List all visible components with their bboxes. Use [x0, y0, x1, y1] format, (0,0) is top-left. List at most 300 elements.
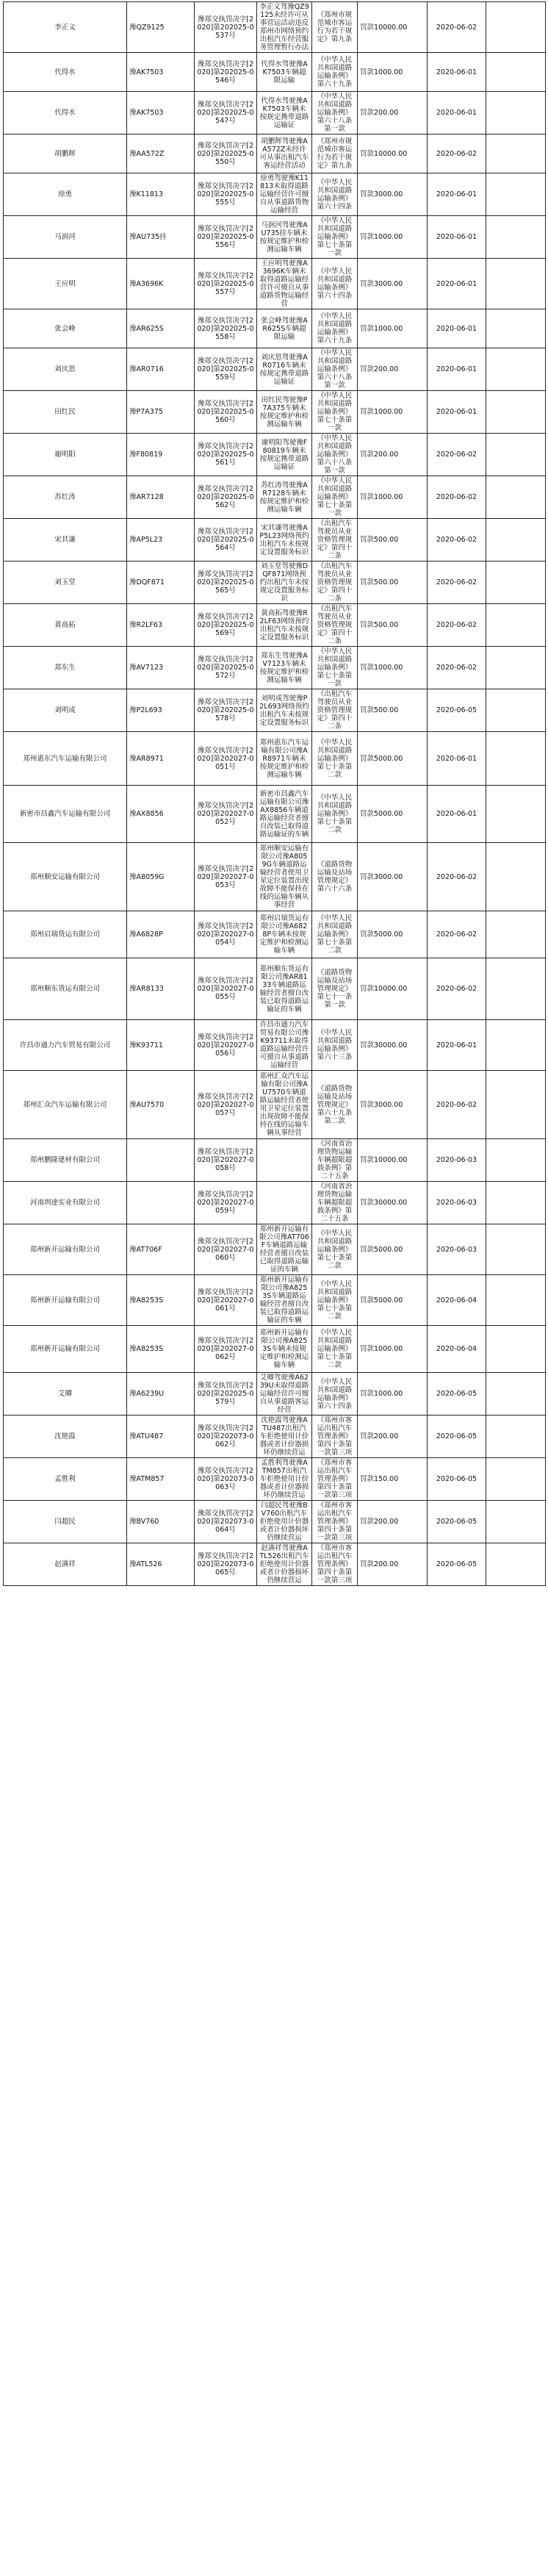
cell-plate	[127, 1182, 195, 1224]
cell-date: 2020-06-02	[428, 519, 486, 562]
cell-plate: 豫AK7503	[127, 53, 195, 92]
cell-doc: 豫郑交执罚决字[2020]第202027-0057号	[195, 1071, 257, 1139]
cell-doc: 豫郑交执罚决字[2020]第202027-0052号	[195, 786, 257, 843]
cell-law: 《中华人民共和国道路运输条例》第七十条第一款	[312, 216, 358, 259]
cell-fact: 郑州惠东汽车运输有限公司豫AR8971车辆未按规定维护和检测运输车辆	[257, 732, 312, 786]
cell-doc: 豫郑交执罚决字[2020]第202025-0565号	[195, 562, 257, 604]
cell-fact: 郑州顺东货运有限公司豫AR8133车辆道路运输经营者擅自改装已取得道路运输证的车辆	[257, 958, 312, 1020]
cell-penalty: 罚款500.00	[358, 604, 428, 647]
cell-doc: 豫郑交执罚决字[2020]第202027-0058号	[195, 1139, 257, 1182]
cell-doc: 豫郑交执罚决字[2020]第202025-0561号	[195, 434, 257, 476]
cell-blank	[486, 2, 546, 53]
cell-penalty: 罚款10000.00	[358, 958, 428, 1020]
cell-name: 宋其谦	[4, 519, 127, 562]
cell-penalty: 罚款500.00	[358, 519, 428, 562]
cell-name: 刘庆思	[4, 348, 127, 391]
cell-blank	[486, 1326, 546, 1373]
cell-fact: 刘明成驾驶豫P2L693网络预约出租汽车未按规定设置服务标识	[257, 689, 312, 732]
cell-fact: 黄高拓驾驶豫R2LF63网络预约出租汽车未按规定设置服务标识	[257, 604, 312, 647]
table-row	[4, 843, 546, 911]
cell-doc: 豫郑交执罚决字[2020]第202073-0063号	[195, 1458, 257, 1501]
cell-law: 《中华人民共和国道路运输条例》第六十八条第一款	[312, 348, 358, 391]
cell-date: 2020-06-01	[428, 348, 486, 391]
cell-doc: 豫郑交执罚决字[2020]第202027-0060号	[195, 1224, 257, 1275]
cell-fact: 郑州启瑞货运有限公司豫A6828P车辆未按规定维护和检测运输车辆	[257, 911, 312, 958]
cell-law: 《出租汽车驾驶员从业资格管理规定》第四十二条	[312, 604, 358, 647]
cell-law: 《中华人民共和国道路运输条例》第七十条第二款	[312, 1224, 358, 1275]
cell-fact: 李正义驾豫QZ9125未经许可从事营运活动违反郑州市网络预约出租汽车经营服务管理暂行办法	[257, 2, 312, 53]
cell-plate: 豫AR8971	[127, 732, 195, 786]
cell-law: 《出租汽车驾驶员从业资格管理规定》第四十二条	[312, 689, 358, 732]
cell-penalty: 罚款1000.00	[358, 216, 428, 259]
cell-doc: 豫郑交执罚决字[2020]第202025-0572号	[195, 647, 257, 689]
cell-blank	[486, 786, 546, 843]
cell-name: 代得水	[4, 53, 127, 92]
cell-name: 郑州新开运输有限公司	[4, 1224, 127, 1275]
cell-law: 《郑州市客运出租汽车管理条例》第四十条第一款第三项	[312, 1458, 358, 1501]
cell-penalty: 罚款1000.00	[358, 391, 428, 434]
cell-name: 郑州顺安运输有限公司	[4, 843, 127, 911]
cell-name: 谢明阳	[4, 434, 127, 476]
table-row	[4, 647, 546, 689]
cell-date: 2020-06-02	[428, 958, 486, 1020]
cell-law: 《道路货物运输及站场管理规定》第六十六条	[312, 843, 358, 911]
cell-plate: 豫A6239U	[127, 1373, 195, 1416]
cell-doc: 豫郑交执罚决字[2020]第202025-0556号	[195, 216, 257, 259]
cell-penalty: 罚款30000.00	[358, 1182, 428, 1224]
cell-penalty: 罚款5000.00	[358, 1275, 428, 1326]
cell-fact: 刘庆思驾驶豫AR0716车辆未按规定携带道路运输证	[257, 348, 312, 391]
cell-penalty: 罚款1000.00	[358, 53, 428, 92]
cell-plate	[127, 1139, 195, 1182]
cell-doc: 豫郑交执罚决字[2020]第202025-0559号	[195, 348, 257, 391]
cell-plate: 豫A8253S	[127, 1326, 195, 1373]
cell-blank	[486, 843, 546, 911]
cell-fact: 郑州新开运输有限公司豫A8253S车辆道路运输经营者擅自改装已取得道路运输证的车辆	[257, 1275, 312, 1326]
cell-date: 2020-06-05	[428, 1373, 486, 1416]
cell-law: 《出租汽车驾驶员从业资格管理规定》第四十二条	[312, 562, 358, 604]
cell-blank	[486, 1501, 546, 1543]
cell-fact	[257, 1139, 312, 1182]
cell-penalty: 罚款200.00	[358, 92, 428, 134]
cell-blank	[486, 647, 546, 689]
cell-doc: 豫郑交执罚决字[2020]第202025-0558号	[195, 309, 257, 348]
cell-blank	[486, 911, 546, 958]
table-row	[4, 348, 546, 391]
cell-doc: 豫郑交执罚决字[2020]第202025-0569号	[195, 604, 257, 647]
table-row	[4, 958, 546, 1020]
cell-law: 《中华人民共和国道路运输条例》第七十条第二款	[312, 911, 358, 958]
cell-plate: 豫AU735挂	[127, 216, 195, 259]
cell-name: 李正义	[4, 2, 127, 53]
table-row	[4, 1326, 546, 1373]
cell-law: 《中华人民共和国道路运输条例》第七十条第一款	[312, 391, 358, 434]
cell-penalty: 罚款5000.00	[358, 732, 428, 786]
cell-date: 2020-06-01	[428, 259, 486, 309]
cell-doc: 豫郑交执罚决字[2020]第202027-0055号	[195, 958, 257, 1020]
cell-plate: 豫ATU487	[127, 1416, 195, 1458]
cell-law: 《中华人民共和国道路运输条例》第六十九条	[312, 53, 358, 92]
cell-blank	[486, 519, 546, 562]
cell-doc: 豫郑交执罚决字[2020]第202073-0062号	[195, 1416, 257, 1458]
cell-penalty: 罚款1000.00	[358, 309, 428, 348]
cell-doc: 豫郑交执罚决字[2020]第202027-0051号	[195, 732, 257, 786]
cell-penalty: 罚款5000.00	[358, 1224, 428, 1275]
cell-penalty: 罚款5000.00	[358, 911, 428, 958]
cell-fact: 王应明驾驶豫A3696K车辆未取得道路运输经营许可擅自从事道路货物运输经营	[257, 259, 312, 309]
cell-fact: 艾卿驾驶豫A6239U未取得道路运输经营许可擅自从事道路客运经营	[257, 1373, 312, 1416]
cell-law: 《郑州市客运出租汽车管理条例》第四十条第一款第三项	[312, 1416, 358, 1458]
cell-plate: 豫F80819	[127, 434, 195, 476]
cell-date: 2020-06-03	[428, 1182, 486, 1224]
cell-plate: 豫ATL526	[127, 1543, 195, 1586]
cell-fact: 刘玉堂驾驶豫DQF871网络预约出租汽车未按规定设置服务标识	[257, 562, 312, 604]
cell-plate: 豫AX8856	[127, 786, 195, 843]
cell-date: 2020-06-01	[428, 1020, 486, 1071]
cell-plate: 豫R2LF63	[127, 604, 195, 647]
table-row	[4, 216, 546, 259]
table-row	[4, 1373, 546, 1416]
cell-law: 《中华人民共和国道路运输条例》第七十条第二款	[312, 1275, 358, 1326]
cell-fact: 马润河驾驶豫AU735挂车辆未按规定维护和检测运输车辆	[257, 216, 312, 259]
cell-blank	[486, 92, 546, 134]
cell-name: 新密市昌鑫汽车运输有限公司	[4, 786, 127, 843]
cell-blank	[486, 1071, 546, 1139]
cell-fact: 郑东生驾驶豫AV7123车辆未按规定维护和检测运输车辆	[257, 647, 312, 689]
cell-law: 《中华人民共和国道路运输条例》第七十条第二款	[312, 1326, 358, 1373]
cell-name: 苏红涛	[4, 476, 127, 519]
cell-blank	[486, 259, 546, 309]
cell-blank	[486, 476, 546, 519]
cell-blank	[486, 1416, 546, 1458]
cell-penalty: 罚款5000.00	[358, 786, 428, 843]
cell-law: 《中华人民共和国道路运输条例》第七十条第二款	[312, 732, 358, 786]
cell-fact: 闫超民驾驶豫BV760出租汽车拒绝使用计价器或者计价器损坏仍继续营运	[257, 1501, 312, 1543]
cell-law: 《道路货物运输及站场管理规定》第七十一条第一款	[312, 958, 358, 1020]
cell-plate: 豫QZ9125	[127, 2, 195, 53]
table-row	[4, 476, 546, 519]
cell-plate: 豫BV760	[127, 1501, 195, 1543]
cell-fact: 宋其谦驾驶豫AP5L23网络预约出租汽车未按规定设置服务标识	[257, 519, 312, 562]
cell-date: 2020-06-01	[428, 53, 486, 92]
cell-name: 郑州新开运输有限公司	[4, 1275, 127, 1326]
cell-date: 2020-06-02	[428, 604, 486, 647]
cell-blank	[486, 173, 546, 216]
cell-doc: 豫郑交执罚决字[2020]第202027-0054号	[195, 911, 257, 958]
cell-date: 2020-06-01	[428, 309, 486, 348]
cell-penalty: 罚款10000.00	[358, 1139, 428, 1182]
cell-plate: 豫ATM857	[127, 1458, 195, 1501]
cell-plate: 豫AU7570	[127, 1071, 195, 1139]
cell-date: 2020-06-01	[428, 92, 486, 134]
cell-name: 沈艳霞	[4, 1416, 127, 1458]
table-row	[4, 519, 546, 562]
cell-fact: 代得水驾驶豫AK7503车辆未按规定携带道路运输证	[257, 92, 312, 134]
cell-doc: 豫郑交执罚决字[2020]第202025-0557号	[195, 259, 257, 309]
cell-blank	[486, 53, 546, 92]
cell-name: 徐勇	[4, 173, 127, 216]
cell-plate: 豫AP5L23	[127, 519, 195, 562]
cell-date: 2020-06-02	[428, 2, 486, 53]
cell-doc: 豫郑交执罚决字[2020]第202025-0547号	[195, 92, 257, 134]
cell-doc: 豫郑交执罚决字[2020]第202025-0560号	[195, 391, 257, 434]
cell-name: 郑州汇众汽车运输有限公司	[4, 1071, 127, 1139]
cell-blank	[486, 348, 546, 391]
cell-date: 2020-06-02	[428, 647, 486, 689]
cell-law: 《中华人民共和国道路运输条例》第六十八条第一款	[312, 434, 358, 476]
cell-blank	[486, 1020, 546, 1071]
cell-name: 郑州顺东货运有限公司	[4, 958, 127, 1020]
table-row	[4, 53, 546, 92]
cell-law: 《中华人民共和国道路运输条例》第七十条第一款	[312, 476, 358, 519]
cell-fact: 郑州顺安运输有限公司豫A8059G车辆道路运输经营者使用卫星定位装置出现故障不能保持在线的运输车辆从事经营	[257, 843, 312, 911]
cell-name: 马润河	[4, 216, 127, 259]
cell-penalty: 罚款3000.00	[358, 173, 428, 216]
cell-plate: 豫AR8133	[127, 958, 195, 1020]
table-row	[4, 562, 546, 604]
cell-doc: 豫郑交执罚决字[2020]第202025-0562号	[195, 476, 257, 519]
cell-plate: 豫A3696K	[127, 259, 195, 309]
cell-name: 赵满祥	[4, 1543, 127, 1586]
cell-penalty: 罚款1000.00	[358, 1326, 428, 1373]
cell-penalty: 罚款1000.00	[358, 1373, 428, 1416]
table-row	[4, 1458, 546, 1501]
cell-name: 许昌市通力汽车贸易有限公司	[4, 1020, 127, 1071]
table-row	[4, 309, 546, 348]
penalty-records-table	[3, 1, 546, 1586]
cell-doc: 豫郑交执罚决字[2020]第202027-0062号	[195, 1326, 257, 1373]
cell-blank	[486, 216, 546, 259]
table-row	[4, 1182, 546, 1224]
table-row	[4, 732, 546, 786]
cell-date: 2020-06-02	[428, 434, 486, 476]
cell-date: 2020-06-02	[428, 562, 486, 604]
cell-date: 2020-06-04	[428, 1326, 486, 1373]
cell-name: 田红民	[4, 391, 127, 434]
cell-doc: 豫郑交执罚决字[2020]第202027-0061号	[195, 1275, 257, 1326]
cell-law: 《河南省治理货物运输车辆超限超载条例》第二十五条	[312, 1182, 358, 1224]
cell-law: 《中华人民共和国道路运输条例》第七十条第一款	[312, 647, 358, 689]
cell-doc: 豫郑交执罚决字[2020]第202073-0064号	[195, 1501, 257, 1543]
table-row	[4, 1543, 546, 1586]
cell-fact: 田红民驾驶豫P7A375车辆未按规定维护和检测运输车辆	[257, 391, 312, 434]
cell-doc: 豫郑交执罚决字[2020]第202025-0578号	[195, 689, 257, 732]
cell-name: 郑州惠东汽车运输有限公司	[4, 732, 127, 786]
cell-blank	[486, 1458, 546, 1501]
cell-plate: 豫P7A375	[127, 391, 195, 434]
cell-penalty: 罚款500.00	[358, 689, 428, 732]
cell-law: 《中华人民共和国道路运输条例》第七十条第二款	[312, 786, 358, 843]
cell-blank	[486, 309, 546, 348]
cell-date: 2020-06-03	[428, 1224, 486, 1275]
cell-name: 张会峰	[4, 309, 127, 348]
cell-law: 《中华人民共和国道路运输条例》第六十四条	[312, 173, 358, 216]
cell-name: 黄高拓	[4, 604, 127, 647]
cell-blank	[486, 134, 546, 173]
cell-date: 2020-06-01	[428, 786, 486, 843]
cell-name: 艾卿	[4, 1373, 127, 1416]
cell-date: 2020-06-02	[428, 843, 486, 911]
table-row	[4, 604, 546, 647]
cell-law: 《中华人民共和国道路运输条例》第六十九条	[312, 309, 358, 348]
table-row	[4, 134, 546, 173]
cell-plate: 豫A8059G	[127, 843, 195, 911]
cell-name: 郑州新开运输有限公司	[4, 1326, 127, 1373]
cell-fact: 胡鹏辉驾驶豫AA572Z未经许可从事出租汽车客运经营活动	[257, 134, 312, 173]
cell-name: 刘玉堂	[4, 562, 127, 604]
table-row	[4, 92, 546, 134]
table-row	[4, 391, 546, 434]
cell-plate: 豫A8253S	[127, 1275, 195, 1326]
cell-name: 代得水	[4, 92, 127, 134]
cell-name: 刘明成	[4, 689, 127, 732]
cell-fact	[257, 1182, 312, 1224]
cell-law: 《郑州市规范城市客运行为若干规定》第九条	[312, 134, 358, 173]
cell-blank	[486, 1373, 546, 1416]
cell-plate: 豫P2L693	[127, 689, 195, 732]
cell-name: 郑东生	[4, 647, 127, 689]
table-row	[4, 1139, 546, 1182]
cell-blank	[486, 562, 546, 604]
cell-doc: 豫郑交执罚决字[2020]第202025-0579号	[195, 1373, 257, 1416]
table-row	[4, 1416, 546, 1458]
cell-fact: 沈艳霞驾驶豫ATU487出租汽车拒绝使用计价器或者计价器损坏仍继续营运	[257, 1416, 312, 1458]
cell-law: 《中华人民共和国道路运输条例》第六十四条	[312, 259, 358, 309]
table-row	[4, 1071, 546, 1139]
cell-plate: 豫DQF871	[127, 562, 195, 604]
table-row	[4, 1224, 546, 1275]
cell-doc: 豫郑交执罚决字[2020]第202025-0537号	[195, 2, 257, 53]
cell-plate: 豫AV7123	[127, 647, 195, 689]
cell-fact: 新密市昌鑫汽车运输有限公司豫AX8856车辆道路运输经营者擅自改装已取得道路运输证的车辆	[257, 786, 312, 843]
table-row	[4, 1275, 546, 1326]
cell-law: 《郑州市客运出租汽车管理条例》第四十条第一款第三项	[312, 1501, 358, 1543]
cell-date: 2020-06-01	[428, 173, 486, 216]
cell-date: 2020-06-03	[428, 1139, 486, 1182]
cell-fact: 郑州汇众汽车运输有限公司豫AU7570车辆道路运输经营者使用卫星定位装置出现故障不能保持在线的运输车辆从事经营	[257, 1071, 312, 1139]
table-row	[4, 1020, 546, 1071]
cell-blank	[486, 1224, 546, 1275]
cell-name: 孟胜利	[4, 1458, 127, 1501]
cell-date: 2020-06-05	[428, 1416, 486, 1458]
cell-penalty: 罚款1000.00	[358, 476, 428, 519]
table-row	[4, 434, 546, 476]
cell-plate: 豫AK7503	[127, 92, 195, 134]
cell-name: 胡鹏辉	[4, 134, 127, 173]
cell-penalty: 罚款150.00	[358, 1458, 428, 1501]
cell-penalty: 罚款200.00	[358, 348, 428, 391]
cell-blank	[486, 689, 546, 732]
cell-date: 2020-06-05	[428, 689, 486, 732]
cell-date: 2020-06-02	[428, 1071, 486, 1139]
cell-date: 2020-06-01	[428, 216, 486, 259]
table-row	[4, 1501, 546, 1543]
cell-doc: 豫郑交执罚决字[2020]第202025-0564号	[195, 519, 257, 562]
cell-date: 2020-06-02	[428, 476, 486, 519]
cell-plate: 豫K11813	[127, 173, 195, 216]
table-row	[4, 786, 546, 843]
cell-blank	[486, 434, 546, 476]
cell-name: 河南圳達实业有限公司	[4, 1182, 127, 1224]
cell-doc: 豫郑交执罚决字[2020]第202025-0550号	[195, 134, 257, 173]
cell-date: 2020-06-01	[428, 391, 486, 434]
cell-blank	[486, 1543, 546, 1586]
cell-penalty: 罚款3000.00	[358, 1071, 428, 1139]
cell-blank	[486, 1275, 546, 1326]
cell-name: 王应明	[4, 259, 127, 309]
cell-law: 《出租汽车驾驶员从业资格管理规定》第四十二条	[312, 519, 358, 562]
cell-penalty: 罚款10000.00	[358, 134, 428, 173]
cell-doc: 豫郑交执罚决字[2020]第202025-0546号	[195, 53, 257, 92]
cell-fact: 徐勇驾驶豫K11813未取得道路运输经营许可擅自从事道路货物运输经营	[257, 173, 312, 216]
cell-name: 郑州鹏隆建材有限公司	[4, 1139, 127, 1182]
cell-law: 《郑州市客运出租汽车管理条例》第四十条第一款第三项	[312, 1543, 358, 1586]
cell-name: 闫超民	[4, 1501, 127, 1543]
cell-date: 2020-06-01	[428, 732, 486, 786]
cell-law: 《中华人民共和国道路运输条例》第六十八条第一款	[312, 92, 358, 134]
cell-penalty: 罚款1000.00	[358, 647, 428, 689]
cell-fact: 孟胜利驾驶豫ATM857出租汽车拒绝使用计价器或者计价器损坏仍继续营运	[257, 1458, 312, 1501]
cell-fact: 郑州新开运输有限公司豫A8253S车辆未按规定维护和检测运输车辆	[257, 1326, 312, 1373]
cell-plate: 豫K93711	[127, 1020, 195, 1071]
cell-plate: 豫AA572Z	[127, 134, 195, 173]
cell-date: 2020-06-02	[428, 134, 486, 173]
cell-penalty: 罚款200.00	[358, 1543, 428, 1586]
cell-fact: 代得水驾驶豫AK7503车辆超限运输	[257, 53, 312, 92]
records-body	[4, 2, 546, 1586]
cell-blank	[486, 391, 546, 434]
cell-fact: 谢明阳驾驶豫F80819车辆未按规定携带道路运输证	[257, 434, 312, 476]
cell-law: 《中华人民共和国道路运输条例》第六十四条	[312, 1373, 358, 1416]
cell-doc: 豫郑交执罚决字[2020]第202027-0059号	[195, 1182, 257, 1224]
cell-date: 2020-06-05	[428, 1501, 486, 1543]
cell-fact: 郑州新开运输有限公司豫AT706F车辆道路运输经营者擅自改装已取得道路运输证的车辆	[257, 1224, 312, 1275]
cell-fact: 张会峰驾驶豫AR625S车辆超限运输	[257, 309, 312, 348]
table-row	[4, 173, 546, 216]
cell-fact: 赵满祥驾驶豫ATL526出租汽车拒绝使用计价器或者计价器损坏仍继续营运	[257, 1543, 312, 1586]
cell-plate: 豫AR625S	[127, 309, 195, 348]
cell-penalty: 罚款200.00	[358, 1501, 428, 1543]
cell-penalty: 罚款3000.00	[358, 843, 428, 911]
cell-fact: 许昌市通力汽车贸易有限公司豫K93711未取得道路运输经营许可擅自从事道路运输经营	[257, 1020, 312, 1071]
cell-doc: 豫郑交执罚决字[2020]第202073-0065号	[195, 1543, 257, 1586]
cell-plate: 豫AT706F	[127, 1224, 195, 1275]
cell-fact: 苏红涛驾驶豫AR7128车辆未按规定维护和检测运输车辆	[257, 476, 312, 519]
table-row	[4, 689, 546, 732]
cell-name: 郑州启瑞货运有限公司	[4, 911, 127, 958]
cell-doc: 豫郑交执罚决字[2020]第202025-0555号	[195, 173, 257, 216]
cell-doc: 豫郑交执罚决字[2020]第202027-0056号	[195, 1020, 257, 1071]
cell-date: 2020-06-05	[428, 1543, 486, 1586]
table-row	[4, 2, 546, 53]
cell-law: 《中华人民共和国道路运输条例》第六十三条	[312, 1020, 358, 1071]
cell-law: 《河南省治理货物运输车辆超限超载条例》第二十五条	[312, 1139, 358, 1182]
cell-blank	[486, 732, 546, 786]
cell-penalty: 罚款3000.00	[358, 259, 428, 309]
cell-date: 2020-06-02	[428, 911, 486, 958]
cell-penalty: 罚款10000.00	[358, 2, 428, 53]
cell-date: 2020-06-04	[428, 1275, 486, 1326]
cell-blank	[486, 1139, 546, 1182]
cell-penalty: 罚款200.00	[358, 434, 428, 476]
cell-doc: 豫郑交执罚决字[2020]第202027-0053号	[195, 843, 257, 911]
table-row	[4, 259, 546, 309]
cell-penalty: 罚款200.00	[358, 1416, 428, 1458]
cell-plate: 豫AR0716	[127, 348, 195, 391]
cell-penalty: 罚款30000.00	[358, 1020, 428, 1071]
cell-blank	[486, 1182, 546, 1224]
cell-date: 2020-06-05	[428, 1458, 486, 1501]
